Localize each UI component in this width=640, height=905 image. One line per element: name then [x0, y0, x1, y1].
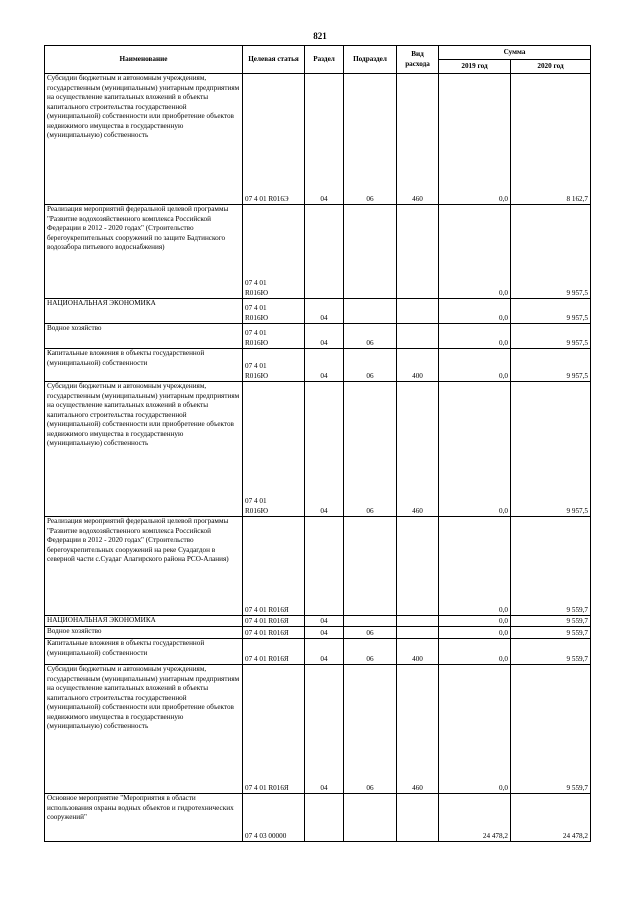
- row-sum-2019: 0,0: [439, 627, 511, 639]
- row-sum-2020: 8 162,7: [511, 74, 591, 205]
- row-section: 04: [305, 349, 344, 382]
- row-name: Водное хозяйство: [45, 627, 243, 639]
- header-year-2019: 2019 год: [439, 60, 511, 74]
- row-name: Капитальные вложения в объекты государственной (муниципальной) собственности: [45, 349, 243, 382]
- row-subsection: [344, 299, 397, 324]
- row-section: 04: [305, 627, 344, 639]
- row-target-article: 07 4 01 R016Я: [243, 517, 305, 616]
- row-sum-2020: 9 559,7: [511, 616, 591, 627]
- header-subsection: Подраздел: [344, 46, 397, 74]
- header-target-article: Целевая статья: [243, 46, 305, 74]
- row-sum-2019: 0,0: [439, 74, 511, 205]
- table-row: [45, 205, 591, 299]
- row-section: 04: [305, 639, 344, 665]
- table-row: [45, 639, 591, 665]
- row-sum-2019: 0,0: [439, 639, 511, 665]
- row-name: Капитальные вложения в объекты государственной (муниципальной) собственности: [45, 639, 243, 665]
- row-target-article: 07 4 01 R016Ю: [243, 205, 305, 299]
- row-section: 04: [305, 74, 344, 205]
- row-sum-2019: 0,0: [439, 205, 511, 299]
- table-row: [45, 299, 591, 324]
- row-sum-2020: 9 559,7: [511, 517, 591, 616]
- row-sum-2020: 9 957,5: [511, 299, 591, 324]
- header-name: Наименование: [45, 46, 243, 74]
- row-target-article: 07 4 01 R016Ю: [243, 382, 305, 517]
- row-name: Субсидии бюджетным и автономным учреждениям, государственным (муниципальным) унитарным предприятиям на осуществление капитальных вложений в объекты капитального строительства государственной (муниципальной) собственности или приобретение объектов недвижимого имущества в государственную (муниципальную) собственность: [45, 665, 243, 794]
- table-row: [45, 382, 591, 517]
- row-target-article: 07 4 01 R016Э: [243, 74, 305, 205]
- row-expense-type: [397, 205, 439, 299]
- row-target-article: 07 4 01 R016Ю: [243, 349, 305, 382]
- row-name: Реализация мероприятий федеральной целевой программы "Развитие водохозяйственного комплекса Российской Федерации в 2012 - 2020 годах" (Строительство берегоукрепительных сооружений на реке Суадагдон в северной части с.Суадаг Алагирского района РСО-Алания): [45, 517, 243, 616]
- row-name: Субсидии бюджетным и автономным учреждениям, государственным (муниципальным) унитарным предприятиям на осуществление капитальных вложений в объекты капитального строительства государственной (муниципальной) собственности или приобретение объектов недвижимого имущества в государственную (муниципальную) собственность: [45, 74, 243, 205]
- header-expense-type: Вид расхода: [397, 46, 439, 74]
- row-sum-2019: 0,0: [439, 324, 511, 349]
- row-target-article: 07 4 01 R016Ю: [243, 299, 305, 324]
- row-target-article: 07 4 01 R016Ю: [243, 324, 305, 349]
- row-sum-2020: 9 957,5: [511, 324, 591, 349]
- row-section: 04: [305, 665, 344, 794]
- row-subsection: [344, 205, 397, 299]
- row-subsection: 06: [344, 639, 397, 665]
- row-expense-type: [397, 616, 439, 627]
- row-sum-2020: 9 957,5: [511, 349, 591, 382]
- page-number: 821: [313, 31, 327, 41]
- row-expense-type: 460: [397, 665, 439, 794]
- row-sum-2020: 9 559,7: [511, 627, 591, 639]
- header-year-2020: 2020 год: [511, 60, 591, 74]
- row-name: Реализация мероприятий федеральной целевой программы "Развитие водохозяйственного комплекса Российской Федерации в 2012 - 2020 годах" (Строительство берегоукрепительных сооружений по защите Бадтинского водозабора питьевого водоснабжения): [45, 205, 243, 299]
- row-sum-2020: 9 957,5: [511, 205, 591, 299]
- row-section: [305, 205, 344, 299]
- row-subsection: 06: [344, 665, 397, 794]
- row-name: Основное мероприятие "Мероприятия в области использования охраны водных объектов и гидротехнических сооружений": [45, 794, 243, 842]
- row-name: Субсидии бюджетным и автономным учреждениям, государственным (муниципальным) унитарным предприятиям на осуществление капитальных вложений в объекты капитального строительства государственной (муниципальной) собственности или приобретение объектов недвижимого имущества в государственную (муниципальную) собственность: [45, 382, 243, 517]
- row-target-article: 07 4 01 R016Я: [243, 616, 305, 627]
- row-subsection: 06: [344, 627, 397, 639]
- row-target-article: 07 4 01 R016Я: [243, 627, 305, 639]
- table-row: [45, 324, 591, 349]
- row-sum-2019: 0,0: [439, 382, 511, 517]
- row-section: 04: [305, 382, 344, 517]
- row-subsection: 06: [344, 74, 397, 205]
- row-expense-type: 460: [397, 382, 439, 517]
- row-expense-type: [397, 324, 439, 349]
- table-row: [45, 74, 591, 205]
- row-subsection: 06: [344, 324, 397, 349]
- row-section: 04: [305, 616, 344, 627]
- row-sum-2019: 24 478,2: [439, 794, 511, 842]
- row-target-article: 07 4 01 R016Я: [243, 665, 305, 794]
- row-name: НАЦИОНАЛЬНАЯ ЭКОНОМИКА: [45, 616, 243, 627]
- row-subsection: [344, 616, 397, 627]
- table-row: [45, 794, 591, 842]
- row-expense-type: [397, 627, 439, 639]
- row-name: НАЦИОНАЛЬНАЯ ЭКОНОМИКА: [45, 299, 243, 324]
- row-sum-2019: 0,0: [439, 299, 511, 324]
- row-expense-type: 400: [397, 349, 439, 382]
- row-expense-type: [397, 794, 439, 842]
- row-target-article: 07 4 01 R016Я: [243, 639, 305, 665]
- row-sum-2020: 9 957,5: [511, 382, 591, 517]
- row-section: [305, 517, 344, 616]
- row-section: 04: [305, 324, 344, 349]
- row-sum-2020: 24 478,2: [511, 794, 591, 842]
- row-expense-type: 400: [397, 639, 439, 665]
- row-expense-type: [397, 299, 439, 324]
- table-row: [45, 616, 591, 627]
- row-name: Водное хозяйство: [45, 324, 243, 349]
- table-row: [45, 627, 591, 639]
- row-sum-2019: 0,0: [439, 665, 511, 794]
- row-subsection: [344, 517, 397, 616]
- header-section: Раздел: [305, 46, 344, 74]
- table-row: [45, 517, 591, 616]
- row-section: 04: [305, 299, 344, 324]
- row-sum-2019: 0,0: [439, 616, 511, 627]
- row-sum-2019: 0,0: [439, 517, 511, 616]
- table-row: [45, 665, 591, 794]
- row-expense-type: 460: [397, 74, 439, 205]
- header-sum: Сумма: [439, 46, 591, 60]
- row-sum-2020: 9 559,7: [511, 639, 591, 665]
- row-section: [305, 794, 344, 842]
- row-subsection: 06: [344, 349, 397, 382]
- row-subsection: 06: [344, 382, 397, 517]
- row-subsection: [344, 794, 397, 842]
- row-sum-2020: 9 559,7: [511, 665, 591, 794]
- budget-table: [44, 45, 591, 842]
- row-target-article: 07 4 03 00000: [243, 794, 305, 842]
- row-expense-type: [397, 517, 439, 616]
- row-sum-2019: 0,0: [439, 349, 511, 382]
- table-row: [45, 349, 591, 382]
